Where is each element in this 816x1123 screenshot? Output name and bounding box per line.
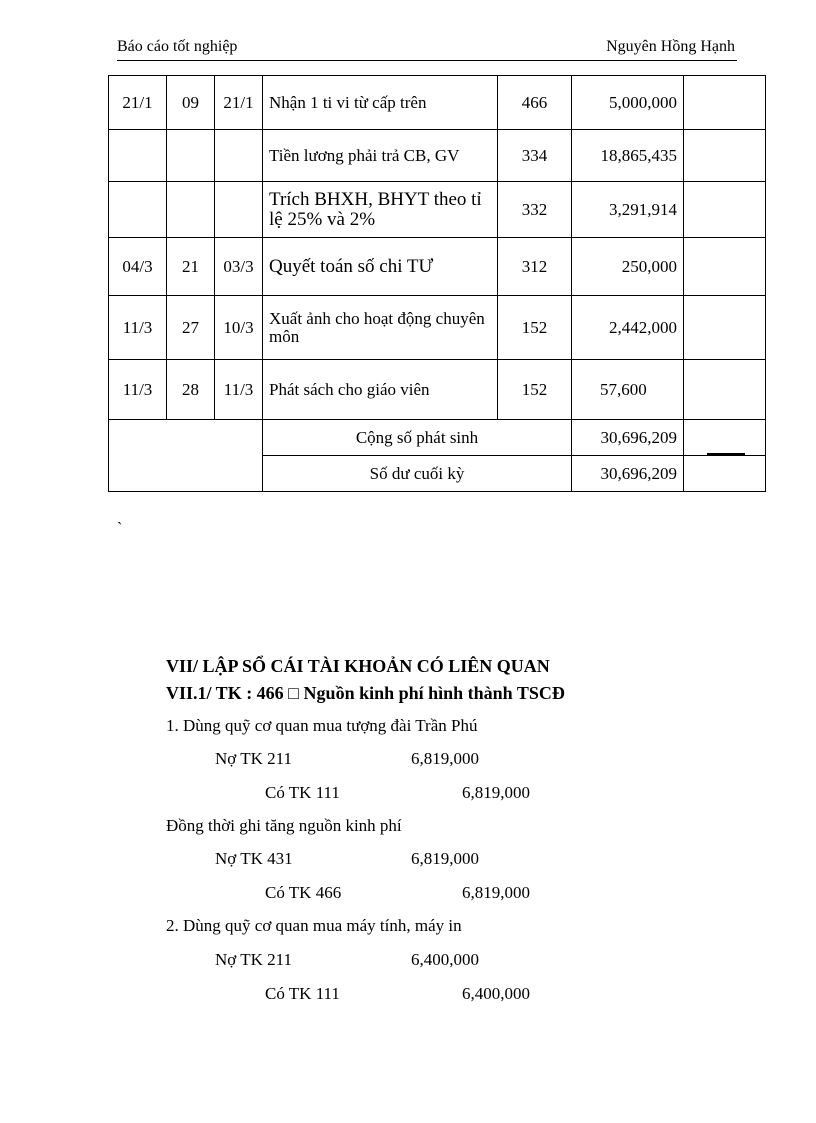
item-1: 1. Dùng quỹ cơ quan mua tượng đài Trần Phú bbox=[166, 716, 478, 735]
account-cell: 466 bbox=[498, 76, 572, 130]
total-amount: 30,696,209 bbox=[572, 420, 684, 456]
amount-cell: 2,442,000 bbox=[572, 296, 684, 360]
amount-cell: 5,000,000 bbox=[572, 76, 684, 130]
description-cell: Phát sách cho giáo viên bbox=[263, 360, 498, 420]
debit-label: Nợ TK 431 bbox=[215, 849, 293, 868]
extra-cell bbox=[684, 130, 766, 182]
description-cell: Quyết toán số chi TƯ bbox=[263, 238, 498, 296]
table-row bbox=[109, 360, 766, 420]
ledger-table bbox=[108, 75, 766, 492]
voucher-number-cell bbox=[167, 182, 215, 238]
stray-mark: ` bbox=[117, 520, 123, 537]
account-cell: 152 bbox=[498, 360, 572, 420]
description-cell: Nhận 1 ti vi từ cấp trên bbox=[263, 76, 498, 130]
description-cell: Tiền lương phải trả CB, GV bbox=[263, 130, 498, 182]
debit-label: Nợ TK 211 bbox=[215, 749, 292, 768]
balance-amount: 30,696,209 bbox=[572, 456, 684, 492]
debit-value: 6,819,000 bbox=[411, 749, 479, 768]
account-cell: 332 bbox=[498, 182, 572, 238]
dash-mark bbox=[707, 453, 745, 455]
voucher-date-cell bbox=[215, 182, 263, 238]
item-2: 2. Dùng quỹ cơ quan mua máy tính, máy in bbox=[166, 916, 462, 935]
credit-label: Có TK 466 bbox=[265, 883, 342, 902]
extra-cell bbox=[684, 238, 766, 296]
voucher-number-cell: 28 bbox=[167, 360, 215, 420]
credit-value: 6,819,000 bbox=[462, 783, 530, 802]
debit-label: Nợ TK 211 bbox=[215, 950, 292, 969]
date-cell bbox=[109, 130, 167, 182]
amount-cell: 18,865,435 bbox=[572, 130, 684, 182]
account-cell: 312 bbox=[498, 238, 572, 296]
extra-cell bbox=[684, 182, 766, 238]
balance-label: Số dư cuối kỳ bbox=[263, 456, 572, 492]
table-row bbox=[109, 296, 766, 360]
table-row bbox=[109, 238, 766, 296]
table-row bbox=[109, 76, 766, 130]
page-header bbox=[117, 38, 737, 61]
date-cell: 11/3 bbox=[109, 296, 167, 360]
table-row bbox=[109, 130, 766, 182]
amount-cell: 57,600 bbox=[572, 360, 684, 420]
credit-value: 6,819,000 bbox=[462, 883, 530, 902]
balance-extra-cell bbox=[684, 456, 766, 492]
voucher-number-cell: 09 bbox=[167, 76, 215, 130]
credit-label: Có TK 111 bbox=[265, 984, 340, 1003]
date-cell: 11/3 bbox=[109, 360, 167, 420]
date-cell: 04/3 bbox=[109, 238, 167, 296]
author-name: Nguyên Hồng Hạnh bbox=[606, 38, 735, 55]
date-cell bbox=[109, 182, 167, 238]
report-title: Báo cáo tốt nghiệp bbox=[117, 38, 238, 55]
voucher-date-cell: 11/3 bbox=[215, 360, 263, 420]
total-extra-cell bbox=[684, 420, 766, 456]
amount-cell: 3,291,914 bbox=[572, 182, 684, 238]
voucher-number-cell: 27 bbox=[167, 296, 215, 360]
extra-cell bbox=[684, 296, 766, 360]
empty-merged-cell bbox=[109, 420, 263, 492]
description-cell: Xuất ảnh cho hoạt động chuyên môn bbox=[263, 296, 498, 360]
extra-cell bbox=[684, 360, 766, 420]
credit-label: Có TK 111 bbox=[265, 783, 340, 802]
voucher-number-cell: 21 bbox=[167, 238, 215, 296]
voucher-date-cell: 03/3 bbox=[215, 238, 263, 296]
extra-cell bbox=[684, 76, 766, 130]
debit-value: 6,819,000 bbox=[411, 849, 479, 868]
section-subtitle: VII.1/ TK : 466 □ Nguồn kinh phí hình thành TSCĐ bbox=[166, 683, 565, 703]
account-cell: 152 bbox=[498, 296, 572, 360]
total-row bbox=[109, 420, 766, 456]
amount-cell: 250,000 bbox=[572, 238, 684, 296]
voucher-number-cell bbox=[167, 130, 215, 182]
description-cell: Trích BHXH, BHYT theo tỉ lệ 25% và 2% bbox=[263, 182, 498, 238]
voucher-date-cell bbox=[215, 130, 263, 182]
total-label: Cộng số phát sinh bbox=[263, 420, 572, 456]
note-line: Đồng thời ghi tăng nguồn kinh phí bbox=[166, 816, 402, 835]
voucher-date-cell: 21/1 bbox=[215, 76, 263, 130]
credit-value: 6,400,000 bbox=[462, 984, 530, 1003]
account-cell: 334 bbox=[498, 130, 572, 182]
date-cell: 21/1 bbox=[109, 76, 167, 130]
section-title: VII/ LẬP SỔ CÁI TÀI KHOẢN CÓ LIÊN QUAN bbox=[166, 656, 550, 676]
table-row bbox=[109, 182, 766, 238]
debit-value: 6,400,000 bbox=[411, 950, 479, 969]
voucher-date-cell: 10/3 bbox=[215, 296, 263, 360]
